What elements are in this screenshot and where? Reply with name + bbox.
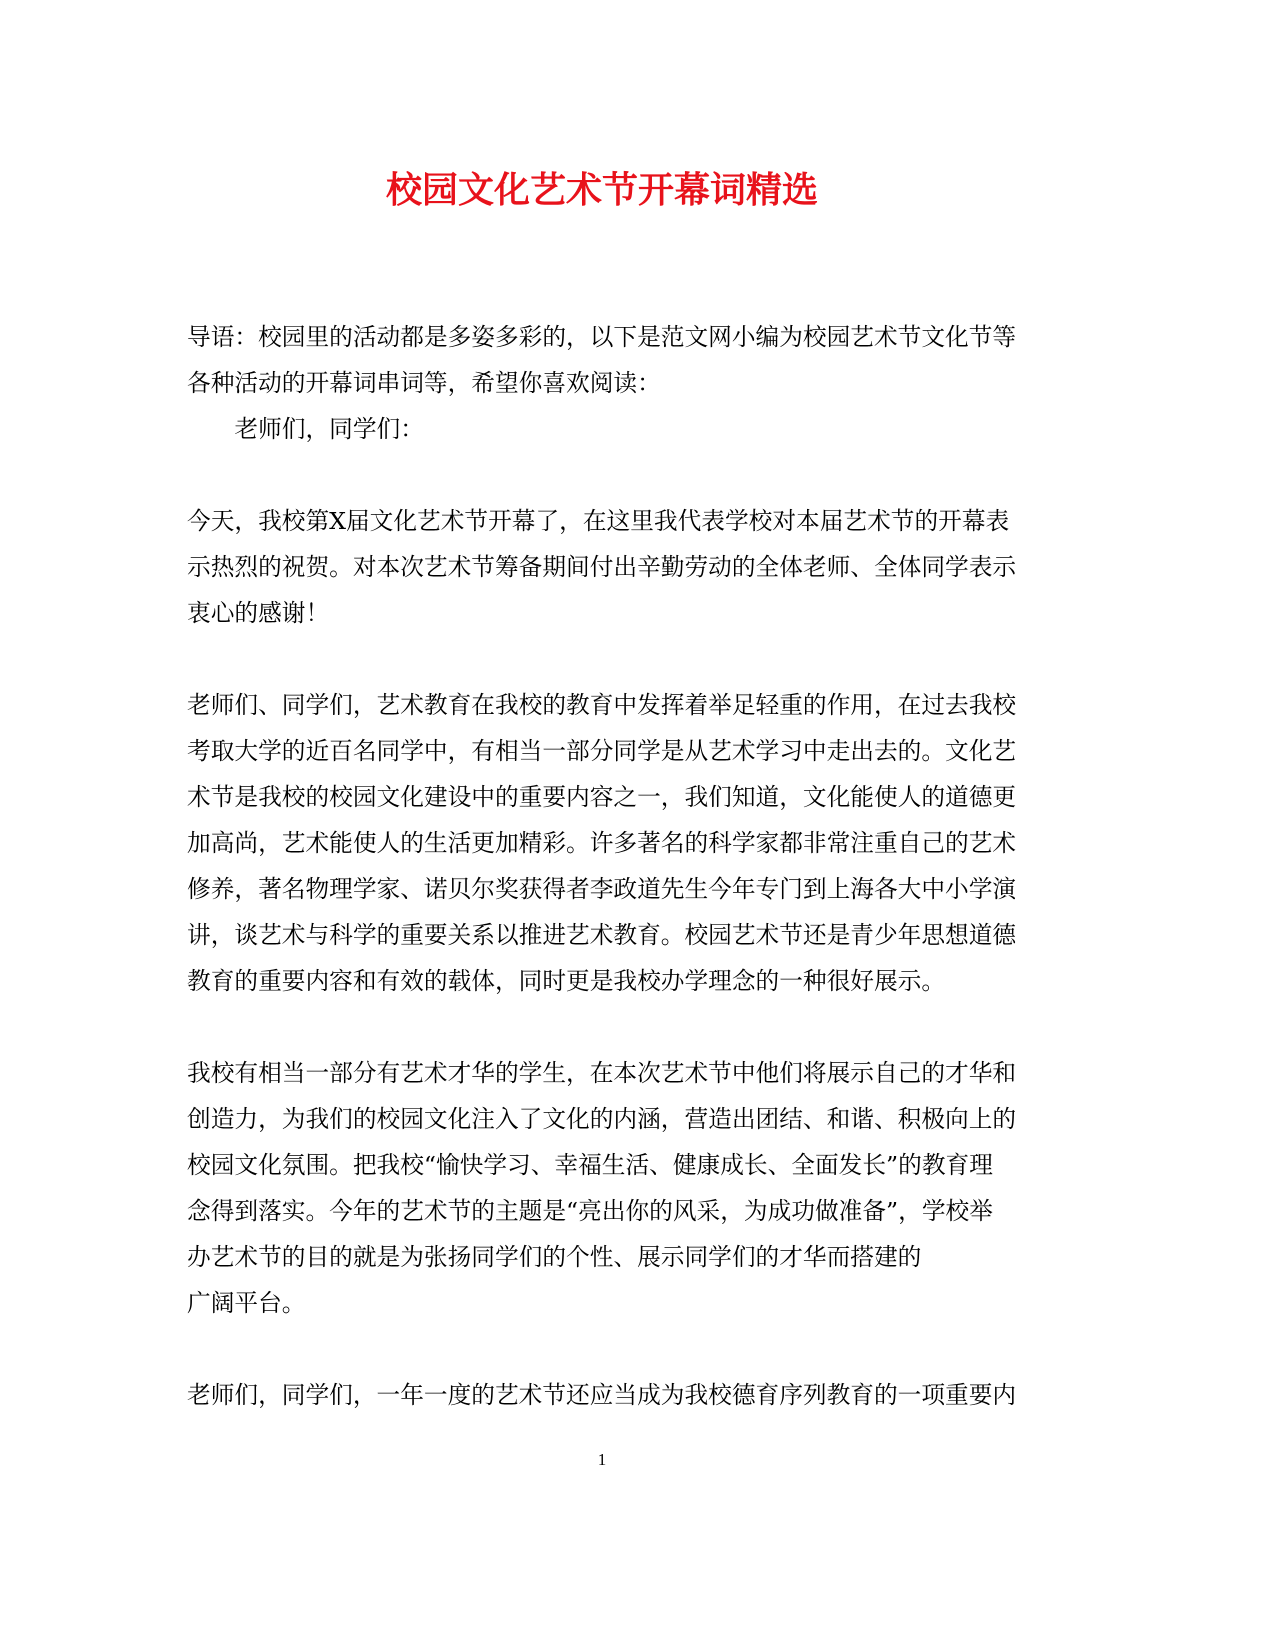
text-line: 讲，谈艺术与科学的重要关系以推进艺术教育。校园艺术节还是青少年思想道德	[187, 921, 1017, 949]
text-line: 修养，著名物理学家、诺贝尔奖获得者李政道先生今年专门到上海各大中小学演	[187, 875, 1017, 903]
page-number: 1	[597, 1450, 607, 1469]
text-line: 念得到落实。今年的艺术节的主题是“亮出你的风采，为成功做准备”，学校举	[187, 1197, 993, 1225]
document-body	[187, 314, 1017, 1464]
text-line: 教育的重要内容和有效的载体，同时更是我校办学理念的一种很好展示。	[187, 967, 946, 995]
salutation-line: 老师们，同学们：	[234, 415, 424, 443]
text-line: 创造力，为我们的校园文化注入了文化的内涵，营造出团结、和谐、积极向上的	[187, 1105, 1017, 1133]
paragraph	[187, 1050, 1017, 1326]
paragraph	[187, 682, 1017, 1004]
text-line: 加高尚，艺术能使人的生活更加精彩。许多著名的科学家都非常注重自己的艺术	[187, 829, 1017, 857]
text-line: 老师们、同学们，艺术教育在我校的教育中发挥着举足轻重的作用，在过去我校	[187, 691, 1017, 719]
paragraph	[187, 1372, 1017, 1418]
text-line: 考取大学的近百名同学中，有相当一部分同学是从艺术学习中走出去的。文化艺	[187, 737, 1017, 765]
text-line: 各种活动的开幕词串词等，希望你喜欢阅读：	[187, 369, 661, 397]
text-line: 我校有相当一部分有艺术才华的学生，在本次艺术节中他们将展示自己的才华和	[187, 1059, 1017, 1087]
text-line: 校园文化氛围。把我校“愉快学习、幸福生活、健康成长、全面发长”的教育理	[187, 1151, 993, 1179]
text-line: 办艺术节的目的就是为张扬同学们的个性、展示同学们的才华而搭建的	[187, 1243, 922, 1271]
page-title: 校园文化艺术节开幕词精选	[385, 169, 818, 211]
text-line: 广阔平台。	[187, 1289, 306, 1317]
paragraph	[187, 498, 1017, 636]
text-line: 示热烈的祝贺。对本次艺术节筹备期间付出辛勤劳动的全体老师、全体同学表示	[187, 553, 1017, 581]
text-line: 老师们，同学们，一年一度的艺术节还应当成为我校德育序列教育的一项重要内	[187, 1381, 1017, 1409]
text-line: 今天，我校第X届文化艺术节开幕了，在这里我代表学校对本届艺术节的开幕表	[187, 507, 1010, 535]
text-line: 衷心的感谢！	[187, 599, 330, 627]
text-line: 术节是我校的校园文化建设中的重要内容之一，我们知道，文化能使人的道德更	[187, 783, 1017, 811]
text-line: 导语：校园里的活动都是多姿多彩的，以下是范文网小编为校园艺术节文化节等	[187, 323, 1017, 351]
intro-paragraph	[187, 314, 1017, 406]
salutation-paragraph	[187, 406, 1017, 452]
